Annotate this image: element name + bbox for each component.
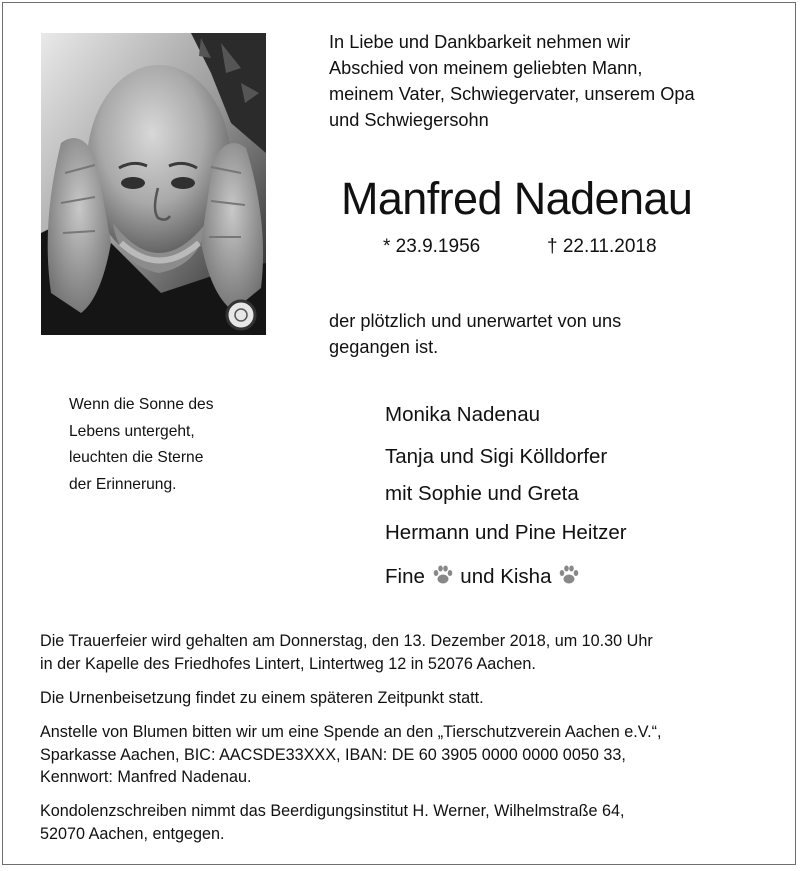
passing-line: gegangen ist. xyxy=(329,337,439,357)
intro-line: In Liebe und Dankbarkeit nehmen wir xyxy=(329,32,631,52)
death-date: † 22.11.2018 xyxy=(547,236,657,257)
ceremony-line: Die Trauerfeier wird gehalten am Donnerstag, den 13. Dezember 2018, um 10.30 Uhr xyxy=(40,632,653,650)
quote-line: leuchten die Sterne xyxy=(69,449,204,466)
quote-line: Wenn die Sonne des xyxy=(69,396,214,413)
donation-info xyxy=(40,721,780,789)
condolence-info xyxy=(40,800,780,845)
deceased-name: Manfred Nadenau xyxy=(341,173,693,224)
pet-name: und Kisha xyxy=(460,565,552,588)
intro-line: und Schwiegersohn xyxy=(329,110,489,130)
quote-line: der Erinnerung. xyxy=(69,475,177,493)
mourner-name: mit Sophie und Greta xyxy=(385,482,579,505)
urn-burial-info xyxy=(40,687,780,710)
obituary-notice xyxy=(2,2,796,865)
mourner-name: Tanja und Sigi Kölldorfer xyxy=(385,445,608,468)
passing-line: der plötzlich und unerwartet von uns xyxy=(329,311,622,331)
paw-print-icon xyxy=(557,563,581,587)
portrait-photo xyxy=(41,33,266,335)
birth-date: * 23.9.1956 xyxy=(383,236,481,257)
passing-text xyxy=(329,308,769,360)
ceremony-line: in der Kapelle des Friedhofes Lintert, Lintertweg 12 in 52076 Aachen. xyxy=(40,654,536,673)
urn-line: Die Urnenbeisetzung findet zu einem späteren Zeitpunkt statt. xyxy=(40,689,484,707)
intro-line: meinem Vater, Schwiegervater, unserem Opa xyxy=(329,84,695,104)
donation-line: Anstelle von Blumen bitten wir um eine Spende an den „Tierschutzverein Aachen e.V.“, xyxy=(40,723,662,741)
ceremony-info xyxy=(40,630,780,675)
mourner-name: Monika Nadenau xyxy=(385,403,540,426)
condolence-line: Kondolenzschreiben nimmt das Beerdigungsinstitut H. Werner, Wilhelmstraße 64, xyxy=(40,802,625,820)
paw-print-icon xyxy=(431,563,455,587)
mourner-pets xyxy=(385,563,581,591)
intro-text xyxy=(329,29,779,133)
intro-line: Abschied von meinem geliebten Mann, xyxy=(329,58,643,78)
mourner-name: Hermann und Pine Heitzer xyxy=(385,521,627,544)
pet-name: Fine xyxy=(385,565,425,588)
quote-line: Lebens untergeht, xyxy=(69,422,195,440)
memorial-quote xyxy=(69,392,214,498)
donation-line: Sparkasse Aachen, BIC: AACSDE33XXX, IBAN: DE 60 3905 0000 0000 0050 33, xyxy=(40,745,626,764)
condolence-line: 52070 Aachen, entgegen. xyxy=(40,824,225,843)
donation-line: Kennwort: Manfred Nadenau. xyxy=(40,768,252,786)
